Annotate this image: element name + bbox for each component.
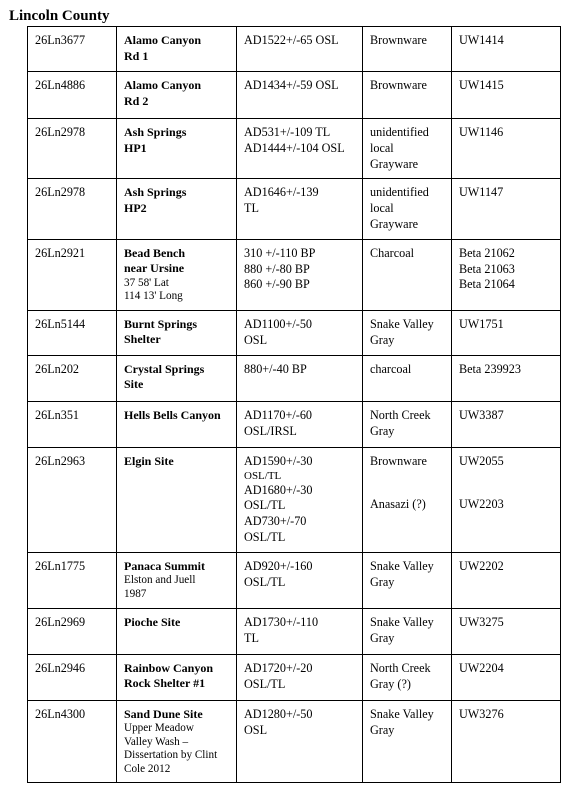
material-cell: Brownware [363, 27, 452, 72]
table-row [28, 119, 561, 179]
date-cell: AD920+/-160 OSL/TL [237, 552, 363, 608]
site-name-cell: Hells Bells Canyon [117, 401, 237, 447]
date-cell: 880+/-40 BP [237, 355, 363, 401]
county-title: Lincoln County [9, 8, 110, 24]
table-row [28, 608, 561, 654]
lab-number-cell: UW1414 [452, 27, 561, 72]
site-id-cell: 26Ln4886 [28, 72, 117, 119]
lab-number-cell: UW2202 [452, 552, 561, 608]
site-id-cell: 26Ln351 [28, 401, 117, 447]
date-cell: AD1434+/-59 OSL [237, 72, 363, 119]
table-row [28, 700, 561, 783]
lab-number-cell: UW2055 UW2203 [452, 447, 561, 552]
site-dates-table [27, 26, 561, 783]
site-id-cell: 26Ln1775 [28, 552, 117, 608]
site-name-cell: Ash Springs HP2 [117, 179, 237, 239]
material-cell: Snake Valley Gray [363, 552, 452, 608]
date-cell: AD1730+/-110 TL [237, 608, 363, 654]
date-cell: AD1646+/-139 TL [237, 179, 363, 239]
site-name-cell: Ash Springs HP1 [117, 119, 237, 179]
material-cell: Snake Valley Gray [363, 310, 452, 355]
site-name-cell: Sand Dune Site Upper Meadow Valley Wash – Dissertation by Clint Cole 2012 [117, 700, 237, 783]
material-cell: Brownware Anasazi (?) [363, 447, 452, 552]
lab-number-cell: UW1415 [452, 72, 561, 119]
site-name-cell: Alamo Canyon Rd 1 [117, 27, 237, 72]
material-cell: Brownware [363, 72, 452, 119]
table-row [28, 552, 561, 608]
table-row [28, 310, 561, 355]
site-name-cell: Alamo Canyon Rd 2 [117, 72, 237, 119]
material-cell: charcoal [363, 355, 452, 401]
material-cell: Snake Valley Gray [363, 700, 452, 783]
lab-number-cell: Beta 21062 Beta 21063 Beta 21064 [452, 239, 561, 310]
site-name-cell: Burnt Springs Shelter [117, 310, 237, 355]
material-cell: North Creek Gray (?) [363, 654, 452, 700]
table-row [28, 27, 561, 72]
site-name-cell: Elgin Site [117, 447, 237, 552]
material-cell: unidentified local Grayware [363, 119, 452, 179]
site-id-cell: 26Ln2978 [28, 179, 117, 239]
material-cell: unidentified local Grayware [363, 179, 452, 239]
table-row [28, 179, 561, 239]
date-cell: AD1280+/-50 OSL [237, 700, 363, 783]
table-row [28, 401, 561, 447]
material-cell: North Creek Gray [363, 401, 452, 447]
table-row [28, 654, 561, 700]
date-cell: AD1100+/-50 OSL [237, 310, 363, 355]
material-cell: Snake Valley Gray [363, 608, 452, 654]
date-cell: AD1590+/-30 OSL/TL AD1680+/-30 OSL/TL AD730+/-70 OSL/TL [237, 447, 363, 552]
date-cell: AD1170+/-60 OSL/IRSL [237, 401, 363, 447]
date-cell: AD531+/-109 TL AD1444+/-104 OSL [237, 119, 363, 179]
site-id-cell: 26Ln2963 [28, 447, 117, 552]
date-cell: 310 +/-110 BP 880 +/-80 BP 860 +/-90 BP [237, 239, 363, 310]
lab-number-cell: UW1147 [452, 179, 561, 239]
lab-number-cell: UW3387 [452, 401, 561, 447]
site-id-cell: 26Ln5144 [28, 310, 117, 355]
table-row [28, 355, 561, 401]
table-body [28, 27, 561, 783]
site-name-cell: Rainbow Canyon Rock Shelter #1 [117, 654, 237, 700]
site-id-cell: 26Ln2978 [28, 119, 117, 179]
site-id-cell: 26Ln3677 [28, 27, 117, 72]
table-row [28, 239, 561, 310]
material-cell: Charcoal [363, 239, 452, 310]
lab-number-cell: UW1146 [452, 119, 561, 179]
lab-number-cell: UW3276 [452, 700, 561, 783]
table-row [28, 72, 561, 119]
lab-number-cell: Beta 239923 [452, 355, 561, 401]
site-name-cell: Bead Bench near Ursine 37 58' Lat 114 13' Long [117, 239, 237, 310]
site-id-cell: 26Ln202 [28, 355, 117, 401]
site-id-cell: 26Ln2921 [28, 239, 117, 310]
date-cell: AD1720+/-20 OSL/TL [237, 654, 363, 700]
site-id-cell: 26Ln2969 [28, 608, 117, 654]
site-name-cell: Crystal Springs Site [117, 355, 237, 401]
site-name-cell: Pioche Site [117, 608, 237, 654]
site-id-cell: 26Ln4300 [28, 700, 117, 783]
lab-number-cell: UW2204 [452, 654, 561, 700]
lab-number-cell: UW3275 [452, 608, 561, 654]
lab-number-cell: UW1751 [452, 310, 561, 355]
site-id-cell: 26Ln2946 [28, 654, 117, 700]
date-cell: AD1522+/-65 OSL [237, 27, 363, 72]
site-name-cell: Panaca Summit Elston and Juell 1987 [117, 552, 237, 608]
table-row [28, 447, 561, 552]
